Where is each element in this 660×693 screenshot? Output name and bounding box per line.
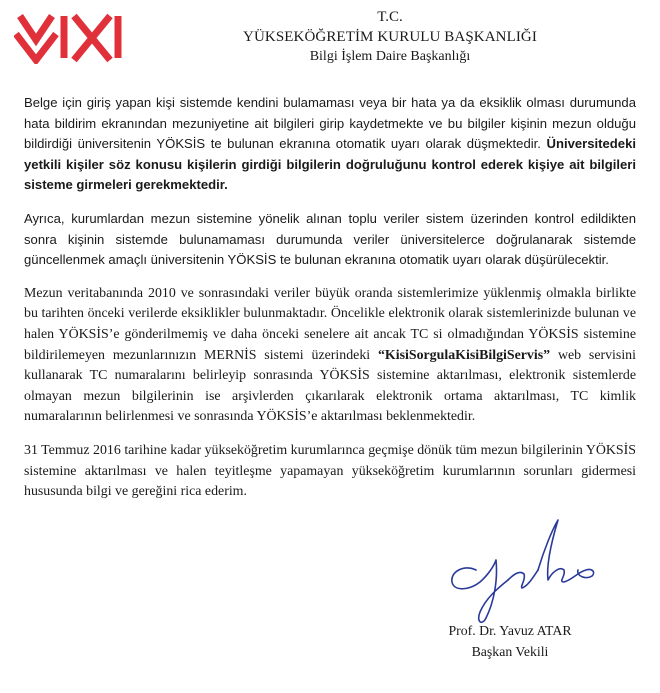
signer-title: Başkan Vekili — [471, 644, 549, 659]
paragraph-2-text: Ayrıca, kurumlardan mezun sistemine yönelik alınan toplu veriler sistem üzerinden kontrol edildikten sonra kişinin sistemde bulunamaması durumunda veriler üniversitelerce doğrulanarak sistemde güncellenmek amaçlı üniversitenin YÖKSİS te bulunan ekranına otomatik uyarı olarak düşürülecektir. — [24, 210, 636, 268]
paragraph-1-text: Belge için giriş yapan kişi sistemde kendini bulamaması veya bir hata ya da eksiklik olması durumunda hata bildirim ekranından mezuniyetine ait bilgileri girip kaydetmekte ve bu bilgiler kişinin mezun olduğu bildirdiği üniversitenin YÖKSİS te bulunan ekranına otomatik uyarı olarak düşmektedir. — [24, 95, 636, 152]
paragraph-3 — [24, 284, 636, 428]
paragraph-3-text-b: web servisini kullanarak TC numaralarını belirleyip sonrasında YÖKSİS sistemine aktarılması, elektronik sistemlerde olmayan mezun bilgilerinin ise arşivlerden çıkarılarak elektronik ortama aktarılması, TC kimlik numaralarının belirlenmesi ve sonrasında YÖKSİS’e aktarılması beklenmektedir. — [24, 347, 636, 425]
handwritten-signature — [436, 510, 606, 628]
signer-name: Prof. Dr. Yavuz ATAR — [448, 623, 572, 638]
signer-block — [430, 620, 590, 662]
paragraph-4-text: 31 Temmuz 2016 tarihine kadar yükseköğretim kurumlarınca geçmişe dönük tüm mezun bilgilerinin YÖKSİS sistemine aktarılması ve halen teyitleşme yapamayan yükseköğretim kurumlarının sorunları gidermesi hususunda bilgi ve gereğini rica ederim. — [24, 442, 636, 500]
letterhead-line-institution: YÜKSEKÖĞRETİM KURULU BAŞKANLIĞI — [243, 29, 537, 45]
letter-body — [24, 93, 636, 516]
paragraph-4 — [24, 441, 636, 503]
paragraph-3-text-a: Mezun veritabanında 2010 ve sonrasındaki veriler büyük oranda sistemlerimize yüklenmiş olmakla birlikte bu tarihten önceki verilerde eksiklikler bulunmaktadır. Öncelikle elektronik olarak sistemlerinizde bulunan ve halen YÖKSİS’e gönderilmemiş ve daha önceki senelere ait ancak TC si olmadığından YÖKSİS sistemine bildirilemeyen mezunlarınızın MERNİS sistemi üzerindeki — [24, 285, 636, 363]
paragraph-2 — [24, 209, 636, 271]
paragraph-1-bold: Üniversitedeki yetkili kişiler söz konusu kişilerin girdiği bilgilerin doğruluğunu kontrol ederek kişiye ait bilgileri sisteme girmeleri gerekmektedir. — [24, 136, 636, 193]
yok-logo-icon — [14, 8, 130, 64]
letterhead-line-department: Bilgi İşlem Daire Başkanlığı — [309, 49, 471, 64]
paragraph-1 — [24, 93, 636, 196]
letterhead — [150, 7, 630, 67]
paragraph-3-service-name: “KisiSorgulaKisiBilgiServis” — [377, 347, 551, 363]
letterhead-line-tc: T.C. — [377, 9, 403, 25]
